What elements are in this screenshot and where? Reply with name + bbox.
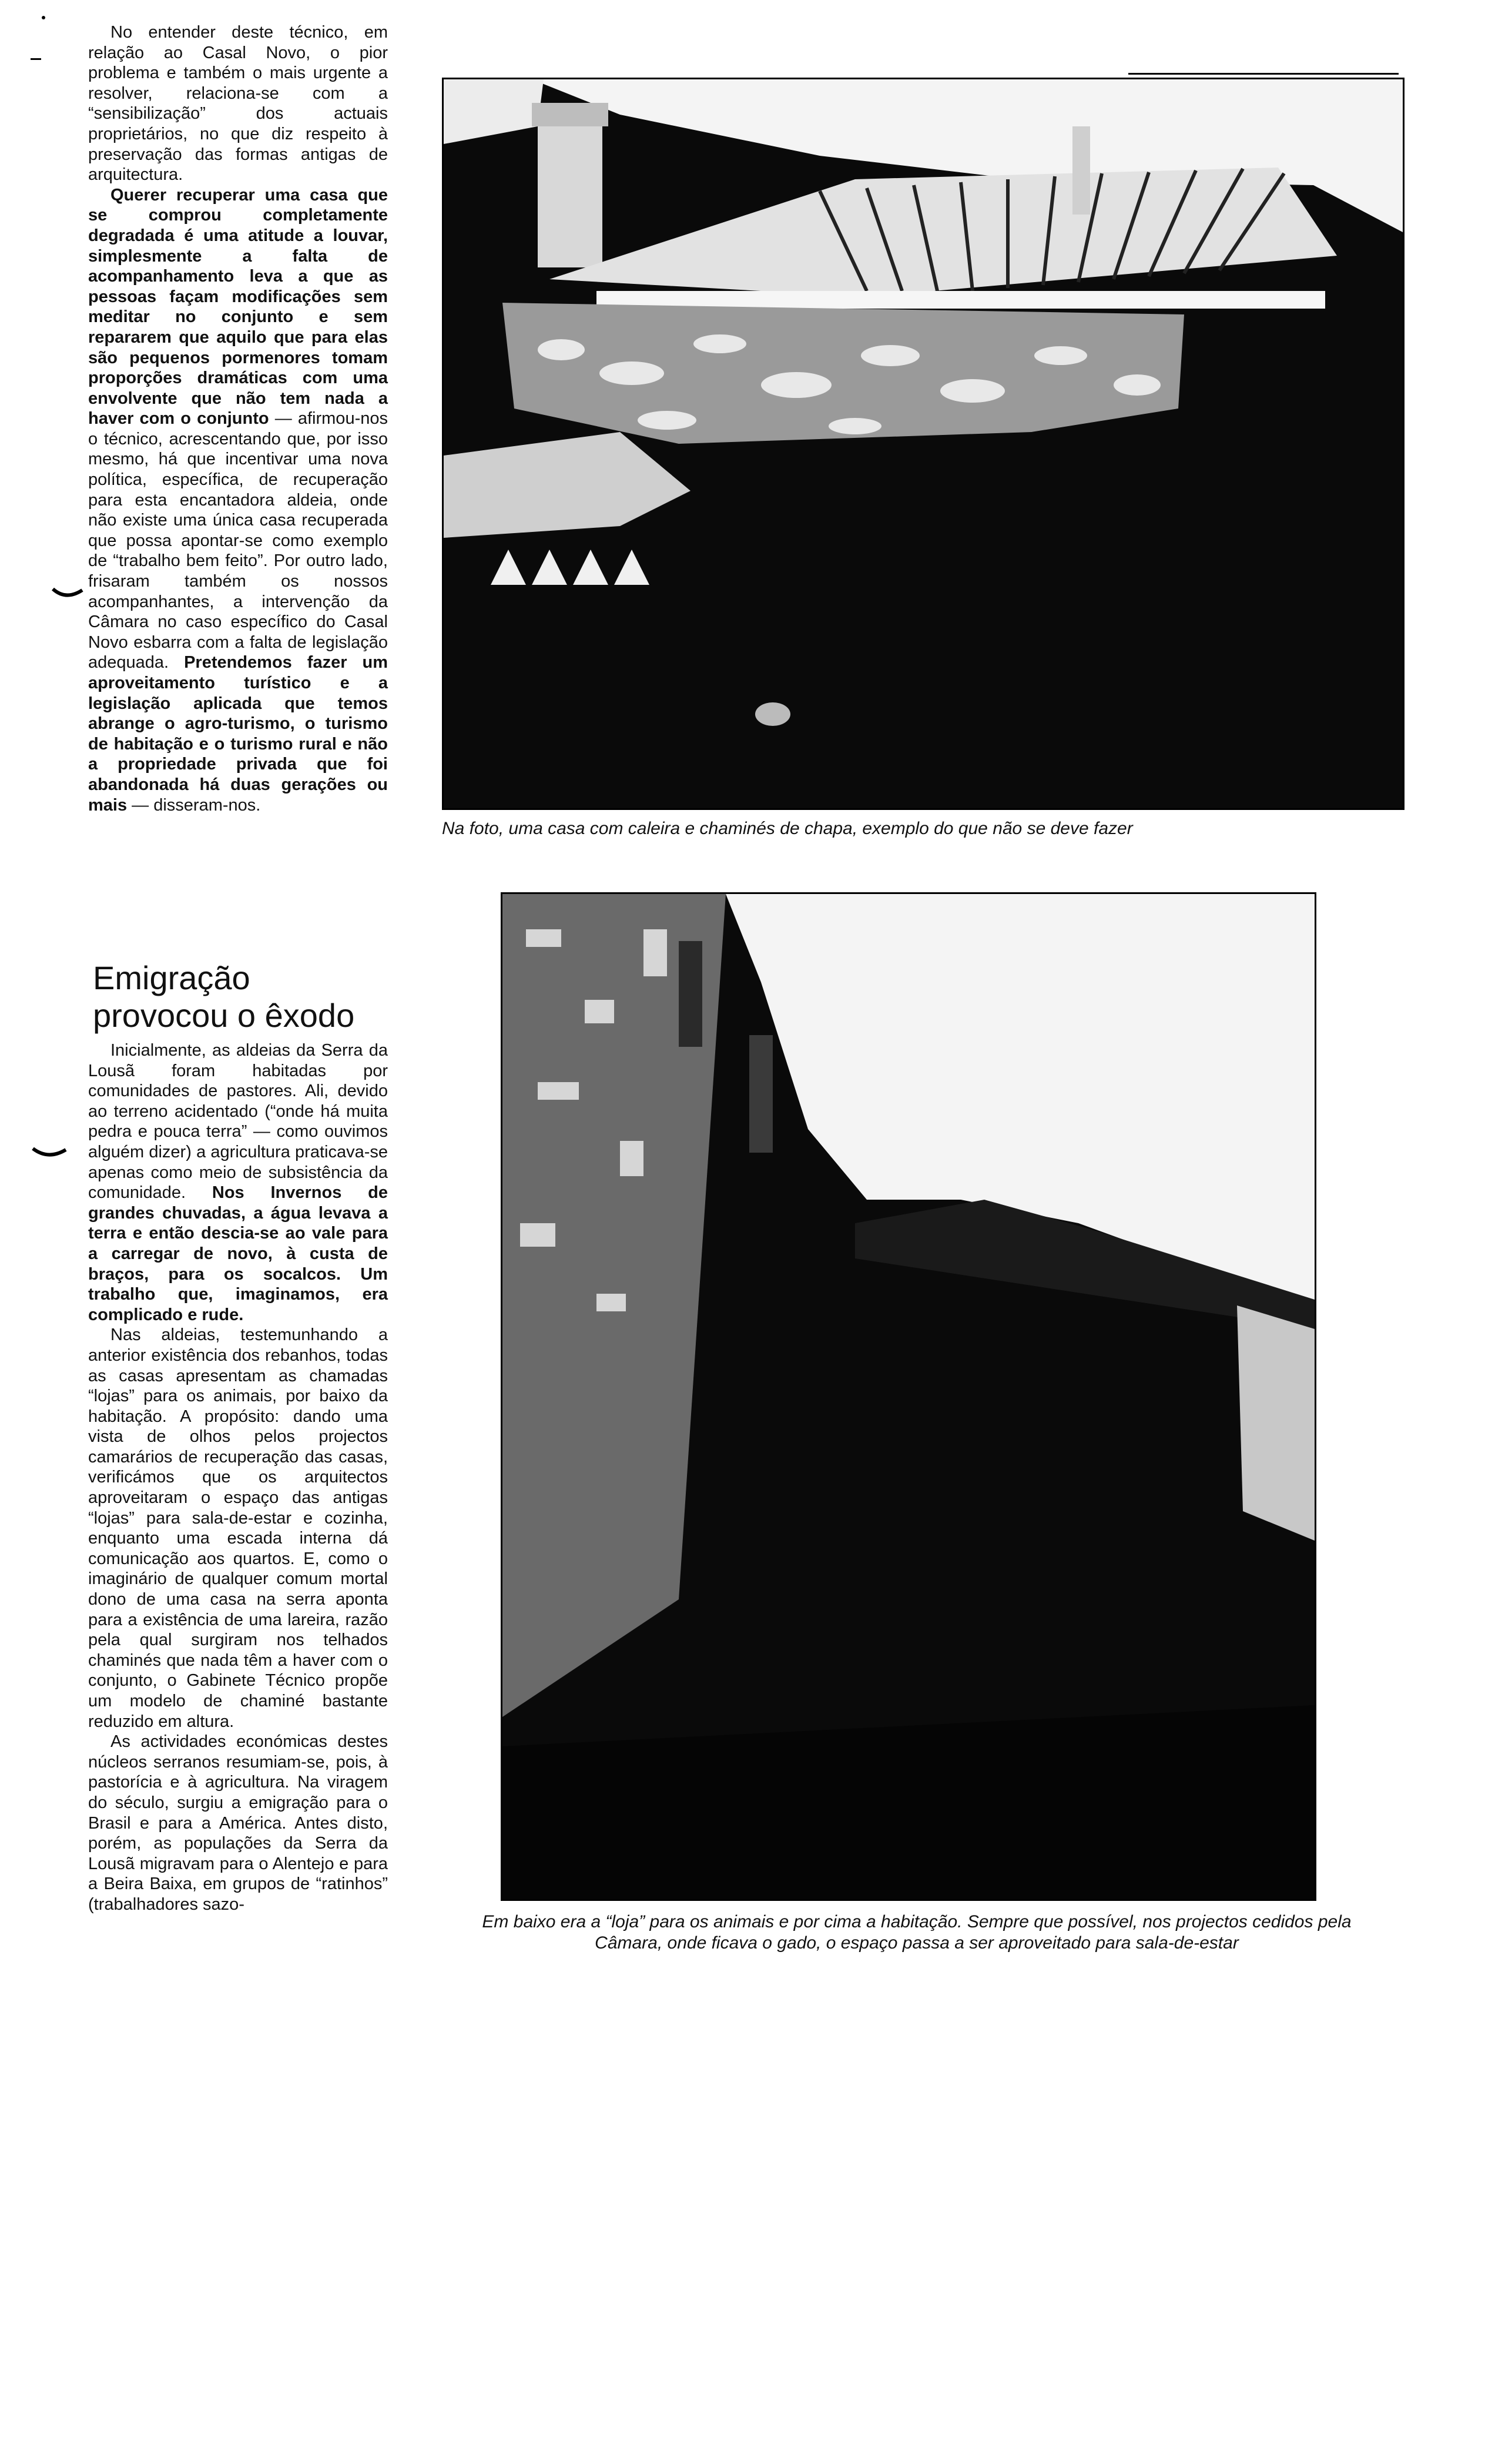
paragraph-3-bold: Nos Invernos de grandes chuvadas, a água levava a terra e então descia-se ao vale para a carregar de novo, à custa de braços, para os socalcos. Um trabalho que, imaginamos, era complicado e rude. [88,1183,388,1324]
margin-mark-top [38,12,49,24]
photo1-caption: Na foto, uma casa com caleira e chaminés de chapa, exemplo do que não se deve fazer [442,819,1133,838]
paragraph-3 [88,1040,388,1325]
photo-village-street [501,892,1316,1901]
paragraph-3-a: Inicialmente, as aldeias da Serra da Lousã foram habitadas por comunidades de pastores. Ali, devido ao terreno acidentado (“onde há muita pedra e pouca terra” — como ouvimos alguém dizer) a agricultura praticava-se apenas como meio de subsistência da comunidade. [88,1041,388,1203]
margin-mark-dash [31,56,48,62]
paragraph-2-text: — afirmou-nos o técnico, acrescentando que, por isso mesmo, há que incentivar uma nova política, específica, de recuperação para esta encantadora aldeia, onde não existe uma única casa recuperada que possa apontar-se como exemplo de “trabalho bem feito”. Por outro lado, frisaram também os nossos acompanhantes, a intervenção da Câmara no caso específico do Casal Novo esbarra com a falta de legislação adequada. [88,409,388,672]
photo-house-roof [442,78,1405,810]
paragraph-2-end: — disseram-nos. [127,795,261,815]
paragraph-4: Nas aldeias, testemunhando a anterior existência dos rebanhos, todas as casas apresentam as chamadas “lojas” para os animais, por baixo da habitação. A propósito: dando uma vista de olhos pelos projectos camarários de recuperação das casas, verificámos que os arquitectos aproveitaram o espaço das antigas “lojas” para sala-de-estar e cozinha, enquanto uma escada interna dá comunicação aos quartos. E, como o imaginário de qualquer comum mortal dono de uma casa na serra aponta para a existência de uma lareira, razão pela qual surgiram nos telhados chaminés que nada têm a haver com o conjunto, o Gabinete Técnico propõe um modelo de chaminé bastante reduzido em altura. [88,1325,388,1731]
article-column-1 [88,22,388,815]
margin-bracket-icon-2 [31,1145,69,1163]
quote-bold: Querer recuperar uma casa que se comprou completamente degradada é uma atitude a louvar, simplesmente a falta de acompanhamento leva a que as pessoas façam modificações sem meditar no conjunto e sem repararem que aquilo que para elas são pequenos pormenores tomam proporções dramáticas com uma envolvente que não tem nada a haver com o conjunto [88,185,388,428]
paragraph-1: No entender deste técnico, em relação ao Casal Novo, o pior problema e também o mais urgente a resolver, relaciona-se com a “sensibilização” dos actuais proprietários, no que diz respeito à preservação das formas antigas de arquitectura. [88,23,388,185]
article-column-2 [88,1040,388,1915]
margin-bracket-icon [51,585,86,603]
rule-top-right [1128,73,1399,75]
paragraph-5: As actividades económicas destes núcleos serranos resumiam-se, pois, à pastorícia e à agricultura. Na viragem do século, surgiu a emigração para o Brasil e para a América. Antes disto, porém, as populações da Serra da Lousã migravam para o Alentejo e para a Beira Baixa, em grupos de “ratinhos” (trabalhadores sazo- [88,1732,388,1914]
photo2-caption: Em baixo era a “loja” para os animais e por cima a habitação. Sempre que possível, nos projectos cedidos pela Câmara, onde ficava o gado, o espaço passa a ser aproveitado para sala-de-estar [482,1912,1352,1953]
quote-bold-2: Pretendemos fazer um aproveitamento turístico e a legislação aplicada que temos abrange o agro-turismo, o turismo de habitação e o turismo rural e não a propriedade privada que foi abandonada há duas gerações ou mais [88,653,388,815]
section-heading: Emigração provocou o êxodo [93,959,355,1034]
paragraph-2 [88,185,388,815]
